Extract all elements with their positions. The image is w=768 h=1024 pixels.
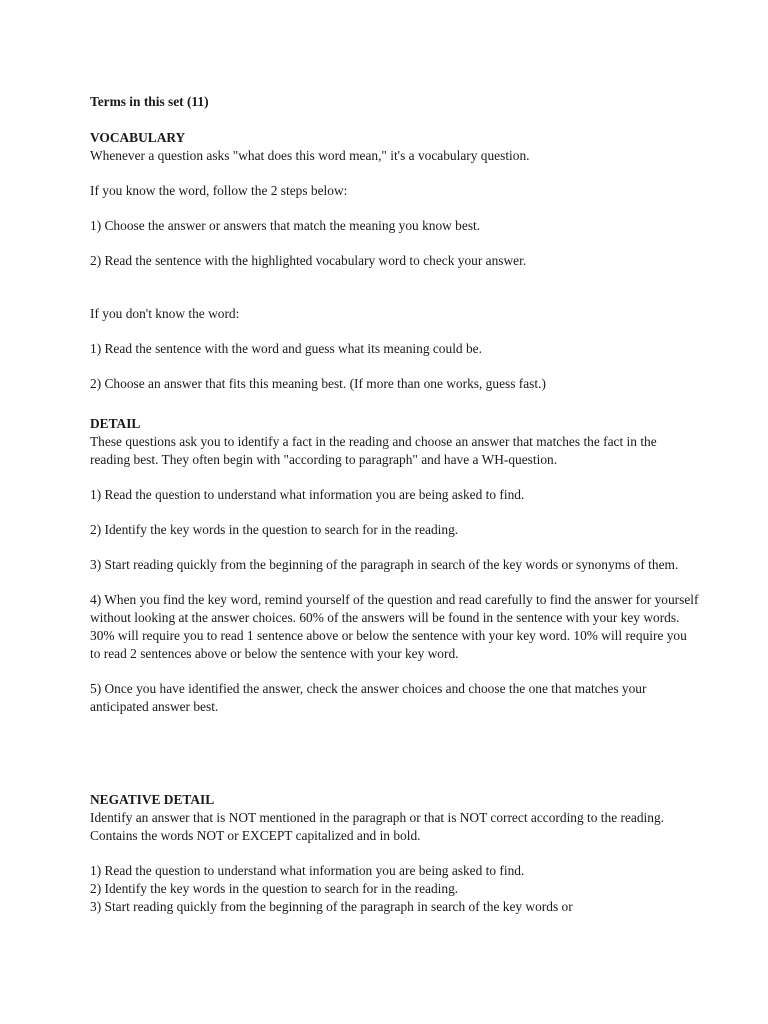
section-vocabulary (90, 129, 700, 393)
step-item: 1) Read the question to understand what information you are being asked to find. (90, 863, 525, 878)
section-intro: Identify an answer that is NOT mentioned in the paragraph or that is NOT correct according to the reading. Contains the words NOT or EXCEPT capitalized and in bold. (90, 810, 664, 843)
step-item: 1) Read the question to understand what information you are being asked to find. (90, 487, 525, 502)
section-heading: VOCABULARY (90, 130, 186, 145)
step-item: 1) Read the sentence with the word and guess what its meaning could be. (90, 341, 482, 356)
step-item: 2) Identify the key words in the question to search for in the reading. (90, 522, 459, 537)
section-heading: NEGATIVE DETAIL (90, 792, 215, 807)
step-item: 4) When you find the key word, remind yourself of the question and read carefully to find the answer for yourself without looking at the answer choices. 60% of the answers will be found in the sentence with your key words. 30% will require you to read 1 sentence above or below the sentence with your key word. 10% will require you to read 2 sentences above or below the sentence with your key word. (90, 592, 699, 661)
section-intro: These questions ask you to identify a fact in the reading and choose an answer that matches the fact in the reading best. They often begin with "according to paragraph" and have a WH-question. (90, 434, 657, 467)
step-item: 1) Choose the answer or answers that match the meaning you know best. (90, 218, 481, 233)
if-know-text: If you know the word, follow the 2 steps below: (90, 183, 348, 198)
step-item: 5) Once you have identified the answer, check the answer choices and choose the one that matches your anticipated answer best. (90, 681, 647, 714)
step-item: 3) Start reading quickly from the beginning of the paragraph in search of the key words or (90, 899, 573, 914)
step-item: 2) Choose an answer that fits this meaning best. (If more than one works, guess fast.) (90, 376, 546, 391)
step-item: 3) Start reading quickly from the beginning of the paragraph in search of the key words or synonyms of them. (90, 557, 679, 572)
section-detail (90, 415, 700, 716)
step-item: 2) Read the sentence with the highlighted vocabulary word to check your answer. (90, 253, 527, 268)
step-item: 2) Identify the key words in the question to search for in the reading. (90, 881, 459, 896)
section-intro: Whenever a question asks "what does this word mean," it's a vocabulary question. (90, 148, 530, 163)
section-negative-detail (90, 791, 700, 916)
if-dont-know-text: If you don't know the word: (90, 306, 240, 321)
page-title: Terms in this set (11) (90, 94, 209, 109)
section-heading: DETAIL (90, 416, 141, 431)
